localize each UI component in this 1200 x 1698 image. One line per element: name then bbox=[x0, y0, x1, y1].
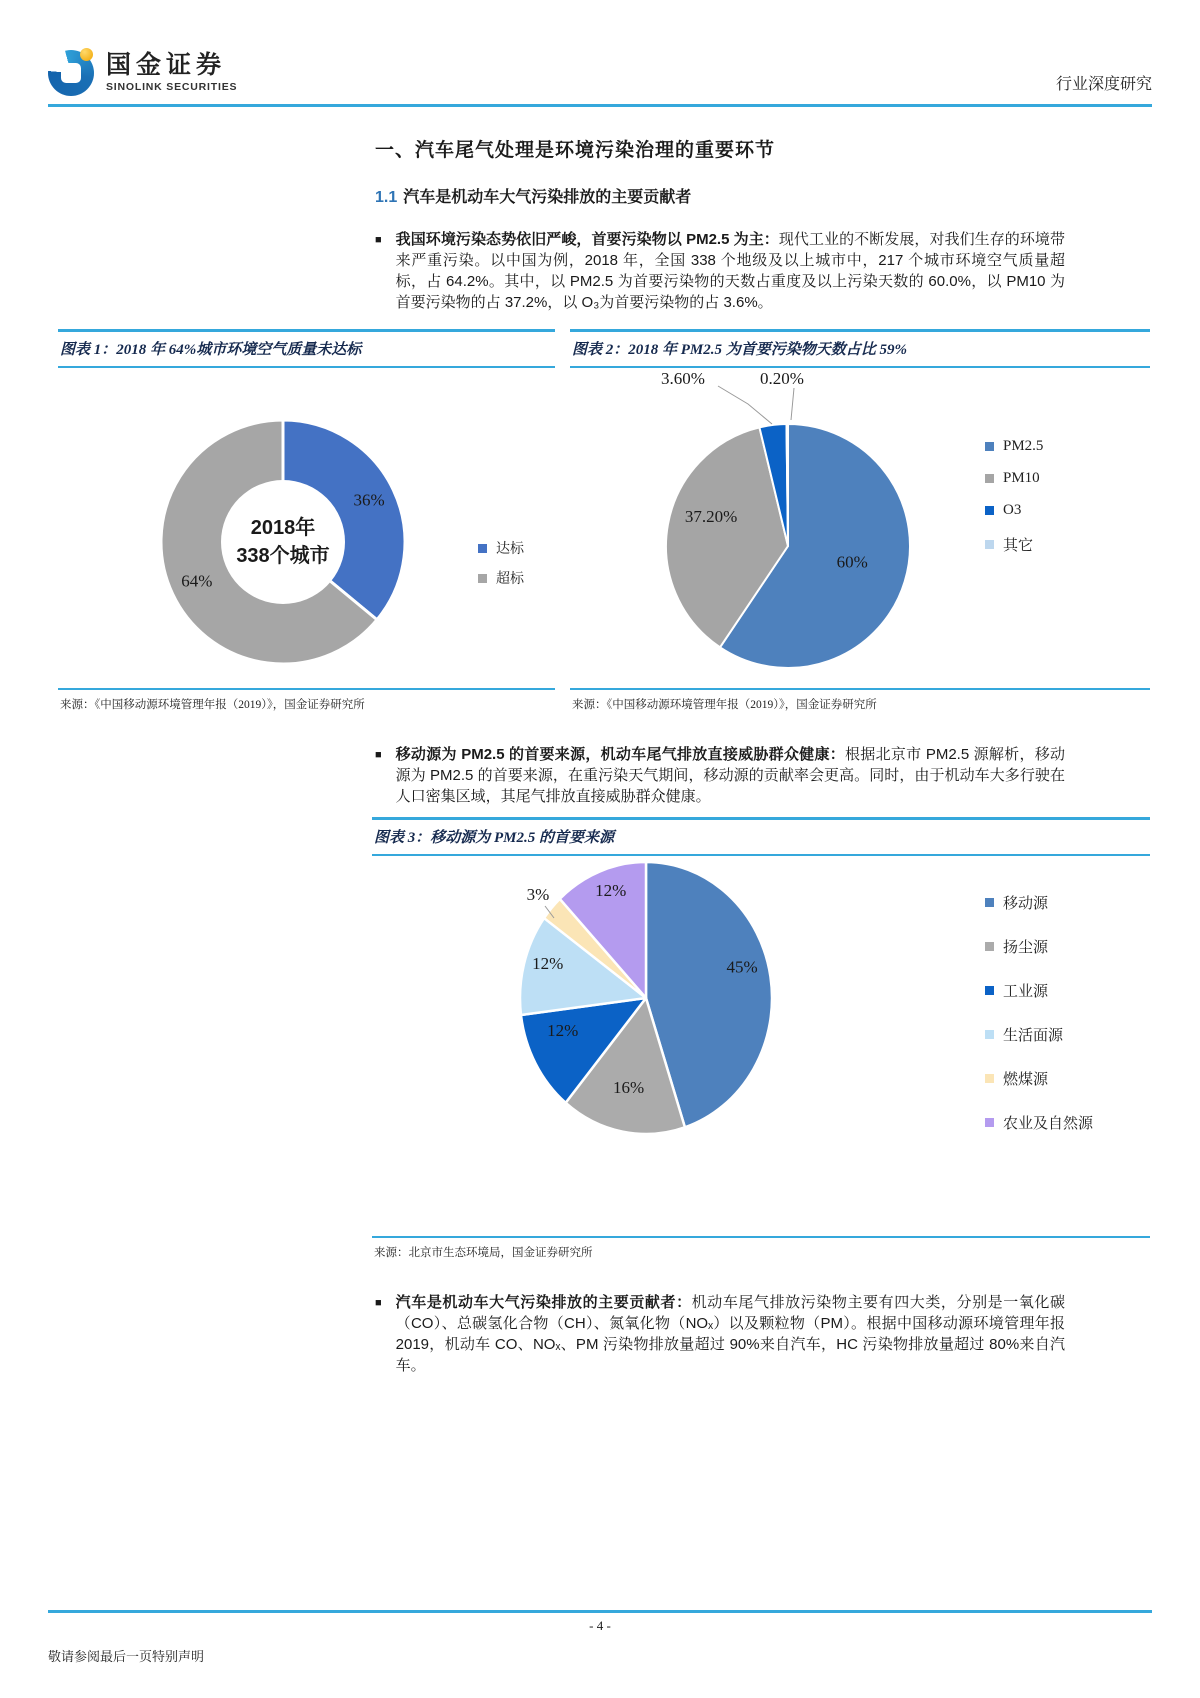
slice-value-label: 36% bbox=[353, 490, 385, 510]
bullet-body-text: 机动车尾气排放污染物主要有四大类，分别是一氧化碳（CO）、总碳氢化合物（CH）、氮氧化物（NOₓ）以及颗粒物（PM）。根据中国移动源环境管理年报 2019，机动车 CO、NOₓ、PM 污染物排放量超过 90%来自汽车，HC 污染物排放量超过 80%来自汽车。 bbox=[395, 1294, 1065, 1374]
figure-1-chart-area bbox=[58, 368, 555, 688]
figure-2 bbox=[570, 329, 1150, 716]
legend-label: 生活面源 bbox=[1003, 1028, 1064, 1044]
legend-label: PM2.5 bbox=[1003, 438, 1044, 454]
figure-3-chart-area bbox=[372, 856, 1150, 1236]
donut-center-label: 2018年 bbox=[250, 517, 316, 539]
legend-item-超标 bbox=[478, 568, 524, 588]
figure-2-source: 来源：《中国移动源环境管理年报（2019）》，国金证券研究所 bbox=[570, 688, 1150, 716]
sinolink-logo-icon bbox=[48, 50, 94, 96]
bullet-square-icon: ■ bbox=[375, 749, 382, 761]
slice-value-label: 12% bbox=[547, 1020, 579, 1040]
legend-marker-icon bbox=[478, 544, 487, 553]
label-leader-line bbox=[718, 386, 772, 424]
footer-disclaimer: 敬请参阅最后一页特别声明 bbox=[48, 1649, 205, 1664]
figure-3 bbox=[372, 817, 1150, 1264]
brand-name-cn: 国金证券 bbox=[106, 51, 227, 80]
legend-marker-icon bbox=[985, 1118, 994, 1127]
figure-3-title: 图表 3：移动源为 PM2.5 的首要来源 bbox=[372, 817, 1150, 856]
slice-value-label: 45% bbox=[726, 957, 758, 977]
slice-value-label: 64% bbox=[181, 571, 213, 591]
legend-label: 其它 bbox=[1003, 538, 1034, 554]
figure-3-legend bbox=[985, 892, 1093, 1133]
bullet-square-icon: ■ bbox=[375, 1297, 382, 1309]
slice-value-label: 3% bbox=[526, 885, 550, 904]
figure-1 bbox=[58, 329, 555, 716]
legend-marker-icon bbox=[985, 506, 994, 515]
legend-label: 达标 bbox=[496, 542, 524, 557]
page-footer bbox=[48, 1610, 1152, 1665]
figure-1-title: 图表 1：2018 年 64%城市环境空气质量未达标 bbox=[58, 329, 555, 368]
legend-label: 燃煤源 bbox=[1003, 1072, 1049, 1088]
legend-marker-icon bbox=[985, 540, 994, 549]
subsection-heading bbox=[375, 184, 1065, 207]
legend-marker-icon bbox=[985, 898, 994, 907]
legend-item-达标 bbox=[478, 538, 524, 558]
legend-marker-icon bbox=[478, 574, 487, 583]
donut-chart-svg bbox=[58, 368, 555, 688]
figure-2-chart-area bbox=[570, 368, 1150, 688]
page-number: - 4 - bbox=[589, 1618, 611, 1633]
bullet-body-text: 根据北京市 PM2.5 源解析，移动源为 PM2.5 的首要来源，在重污染天气期间，移动源的贡献率会更高。同时，由于机动车大多行驶在人口密集区域，其尾气排放直接威胁群众健康。 bbox=[395, 746, 1065, 805]
bullet-square-icon: ■ bbox=[375, 234, 382, 246]
legend-marker-icon bbox=[985, 442, 994, 451]
legend-item-扬尘源 bbox=[985, 936, 1093, 957]
bullet-body-text: 现代工业的不断发展，对我们生存的环境带来严重污染。以中国为例，2018 年，全国 338 个地级及以上城市中，217 个城市环境空气质量超标，占 64.2%。其中，以 PM2.5 为首要污染物的天数占重度及以上污染天数的 60.0%，以 PM10 为首要污染物的占 37.2%，以 O₃为首要污染物的占 3.6%。 bbox=[395, 231, 1065, 311]
legend-label: O3 bbox=[1003, 502, 1022, 518]
pie-chart-svg bbox=[570, 368, 1150, 688]
subsection-title-text: 汽车是机动车大气污染排放的主要贡献者 bbox=[403, 189, 692, 206]
slice-value-label: 12% bbox=[595, 880, 627, 900]
slice-value-label: 3.60% bbox=[661, 369, 705, 388]
bullet-paragraph bbox=[375, 229, 1065, 313]
slice-value-label: 12% bbox=[532, 953, 564, 973]
donut-center-label: 338个城市 bbox=[236, 545, 330, 567]
legend-item-O3 bbox=[985, 502, 1043, 519]
subsection-number: 1.1 bbox=[375, 189, 398, 206]
report-category-label: 行业深度研究 bbox=[1055, 76, 1152, 93]
legend-label: 超标 bbox=[496, 572, 524, 587]
bullet-lead-text: 汽车是机动车大气污染排放的主要贡献者： bbox=[395, 1294, 692, 1311]
legend-marker-icon bbox=[985, 942, 994, 951]
legend-item-工业源 bbox=[985, 980, 1093, 1001]
legend-marker-icon bbox=[985, 986, 994, 995]
brand-name-en: SINOLINK SECURITIES bbox=[106, 81, 238, 94]
legend-item-移动源 bbox=[985, 892, 1093, 913]
slice-value-label: 0.20% bbox=[760, 369, 804, 388]
legend-marker-icon bbox=[985, 1030, 994, 1039]
legend-item-农业及自然源 bbox=[985, 1112, 1093, 1133]
legend-label: 扬尘源 bbox=[1003, 940, 1049, 956]
bullet-lead-text: 我国环境污染态势依旧严峻，首要污染物以 PM2.5 为主： bbox=[395, 231, 779, 248]
figure-3-source: 来源：北京市生态环境局，国金证券研究所 bbox=[372, 1236, 1150, 1264]
section-heading: 一、汽车尾气处理是环境污染治理的重要环节 bbox=[375, 140, 776, 161]
bullet-paragraph bbox=[375, 744, 1065, 807]
logo-gold-dot-icon bbox=[80, 48, 93, 61]
figure-2-title: 图表 2：2018 年 PM2.5 为首要污染物天数占比 59% bbox=[570, 329, 1150, 368]
figure-2-legend bbox=[985, 438, 1043, 555]
label-leader-line bbox=[791, 388, 794, 420]
legend-label: PM10 bbox=[1003, 470, 1040, 486]
legend-item-生活面源 bbox=[985, 1024, 1093, 1045]
legend-item-燃煤源 bbox=[985, 1068, 1093, 1089]
page-header bbox=[48, 0, 1152, 107]
legend-marker-icon bbox=[985, 1074, 994, 1083]
legend-label: 工业源 bbox=[1003, 984, 1049, 1000]
slice-value-label: 60% bbox=[836, 552, 868, 572]
legend-item-PM2.5 bbox=[985, 438, 1043, 455]
slice-value-label: 37.20% bbox=[684, 507, 738, 527]
legend-marker-icon bbox=[985, 474, 994, 483]
brand bbox=[48, 50, 237, 96]
donut-hole bbox=[221, 480, 345, 604]
figures-row bbox=[58, 329, 1152, 716]
bullet-lead-text: 移动源为 PM2.5 的首要来源，机动车尾气排放直接威胁群众健康： bbox=[395, 746, 846, 763]
legend-label: 移动源 bbox=[1003, 896, 1049, 912]
legend-item-PM10 bbox=[985, 470, 1043, 487]
slice-value-label: 16% bbox=[612, 1077, 645, 1097]
figure-1-source: 来源：《中国移动源环境管理年报（2019）》，国金证券研究所 bbox=[58, 688, 555, 716]
legend-label: 农业及自然源 bbox=[1003, 1116, 1094, 1132]
legend-item-其它 bbox=[985, 534, 1043, 555]
figure-1-legend bbox=[478, 538, 524, 588]
bullet-paragraph bbox=[375, 1292, 1065, 1376]
